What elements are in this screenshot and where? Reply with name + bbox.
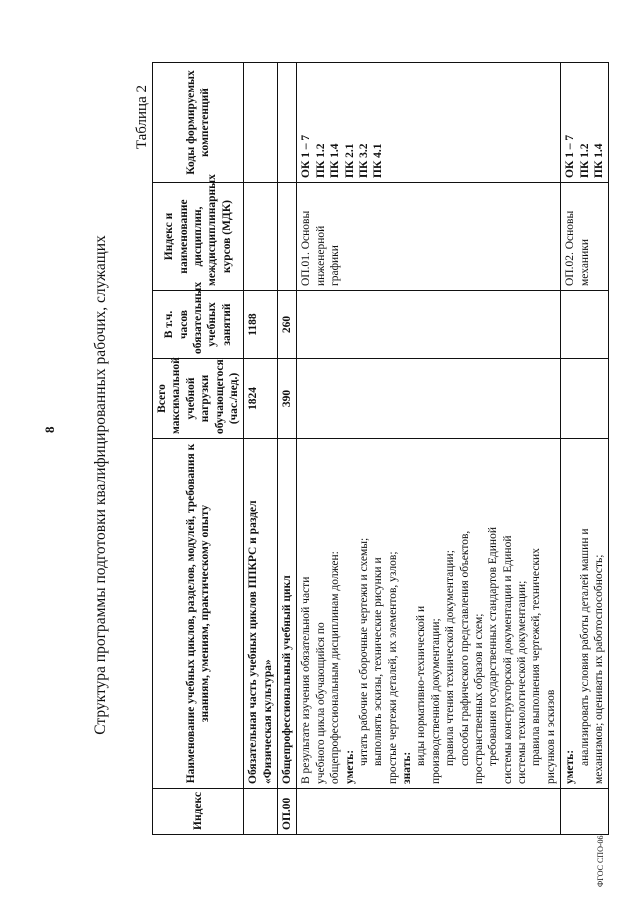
- req-line: выполнять эскизы, технические рисунки и: [372, 557, 385, 766]
- op-hours: 260: [278, 291, 297, 359]
- table-label: Таблица 2: [134, 85, 150, 150]
- req-line: производственной документации;: [429, 618, 442, 784]
- table-row-op01: [297, 63, 561, 835]
- op02-discipline: ОП.02. Основы механики: [561, 183, 609, 291]
- op-name: Общепрофессиональный учебный цикл: [278, 439, 297, 789]
- competency-code: ПК 1.4: [329, 143, 342, 178]
- header-discipline: Индекс и наименование дисциплин, междисциплинарных курсов (МДК): [153, 183, 244, 291]
- req-line: виды нормативно-технической и: [415, 605, 428, 766]
- op01-discipline: ОП.01. Основы инженерной графики: [297, 183, 561, 291]
- op01-competencies: [297, 63, 561, 183]
- req-line: системы конструкторской документации и Единой: [501, 535, 514, 784]
- header-name: Наименование учебных циклов, разделов, модулей, требования к знаниям, умениям, практическому опыту: [153, 439, 244, 789]
- page-number: 8: [42, 426, 57, 433]
- competency-code: ПК 1.4: [592, 143, 605, 178]
- req-line: правила чтения технической документации;: [444, 550, 457, 766]
- req-line: рисунков и эскизов: [544, 689, 557, 784]
- table-header-row: [153, 63, 244, 835]
- req-line: анализировать условия работы деталей машин и: [578, 528, 591, 766]
- competency-code: ОК 1 – 7: [564, 134, 577, 178]
- header-competencies: Коды формируемых компетенций: [153, 63, 244, 183]
- op02-competencies: [561, 63, 609, 183]
- mandatory-hours: 1188: [244, 291, 278, 359]
- req-line: способы графического представления объектов,: [458, 530, 471, 766]
- mandatory-max-load: 1824: [244, 359, 278, 439]
- req-line: учебного цикла обучающийся по: [314, 622, 327, 784]
- header-index: Индекс: [153, 789, 244, 835]
- op-index: ОП.00: [278, 789, 297, 835]
- req-line: пространственных образов и схем;: [472, 613, 485, 784]
- competency-code: ПК 1.2: [578, 143, 591, 178]
- structure-table: [152, 62, 609, 835]
- competency-code: ПК 4.1: [372, 143, 385, 178]
- op01-requirements: [297, 439, 561, 789]
- req-line: требования государственных стандартов Единой: [487, 527, 500, 766]
- page-heading: Структура программы подготовки квалифицированных рабочих, служащих: [92, 235, 109, 735]
- req-line: простые чертежи деталей, их элементов, узлов;: [386, 551, 399, 784]
- req-line-umet: уметь:: [343, 749, 356, 784]
- req-line: системы технологической документации;: [516, 580, 528, 784]
- header-hours: В т.ч. часов обязательных учебных занятий: [153, 291, 244, 359]
- competency-code: ОК 1 – 7: [300, 134, 313, 178]
- req-line: механизмов; оценивать их работоспособность;: [592, 554, 605, 784]
- op02-requirements: [561, 439, 609, 789]
- competency-code: ПК 1.2: [314, 143, 327, 178]
- competency-code: ПК 2.1: [343, 143, 356, 178]
- mandatory-name: Обязательная часть учебных циклов ППКРС и раздел «Физическая культура»: [244, 439, 278, 789]
- header-max-load: Всего максимальной учебной нагрузки обучающегося (час./нед.): [153, 359, 244, 439]
- req-line: правила выполнения чертежей, технических: [530, 548, 543, 766]
- req-line-umet: уметь:: [564, 749, 577, 784]
- rotated-page: [4, 35, 624, 895]
- table-row-mandatory: [244, 63, 278, 835]
- table-row-op: [278, 63, 297, 835]
- op-max-load: 390: [278, 359, 297, 439]
- table-row-op02: [561, 63, 609, 835]
- req-line: В результате изучения обязательной части: [300, 576, 313, 784]
- competency-code: ПК 3.2: [357, 143, 370, 178]
- footer-code: ФГОС СПО-06: [596, 835, 605, 887]
- req-line: общепрофессиональным дисциплинам должен:: [329, 551, 342, 784]
- req-line: читать рабочие и сборочные чертежи и схемы;: [357, 537, 370, 766]
- req-line-znat: знать:: [401, 751, 413, 784]
